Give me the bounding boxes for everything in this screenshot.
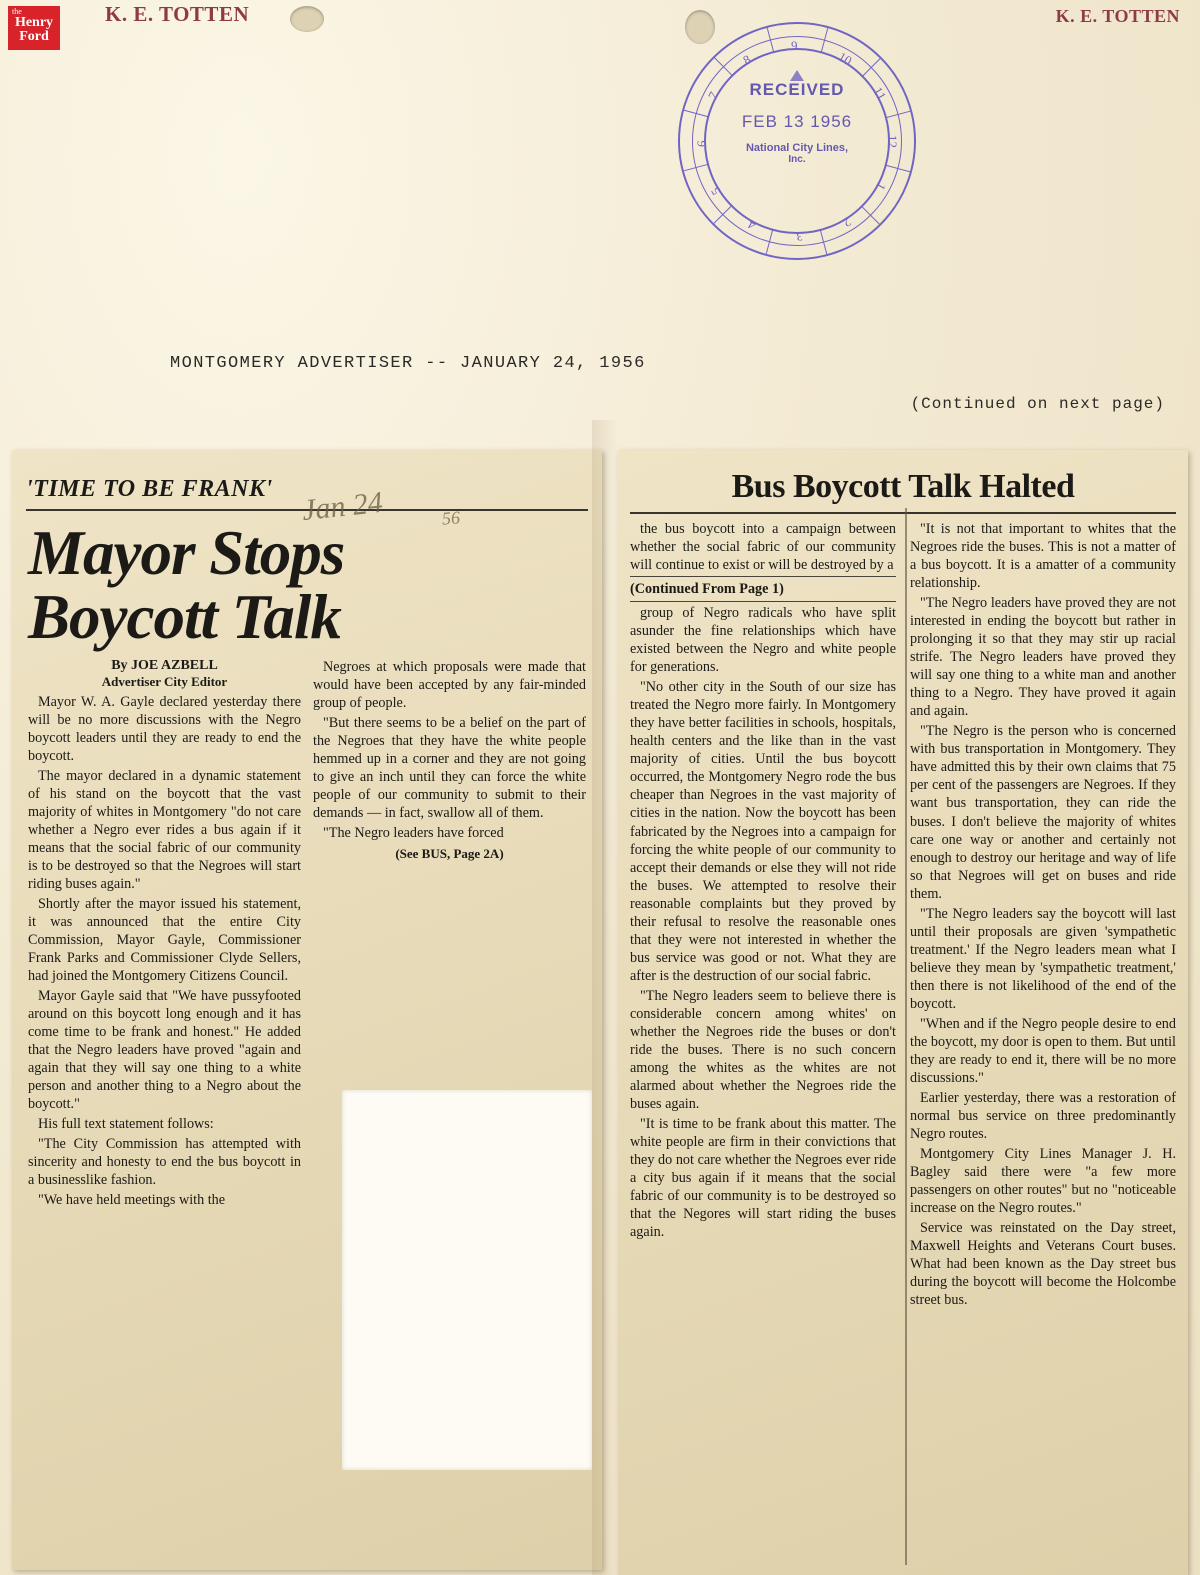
- stamp-dial-number: 11: [870, 84, 890, 103]
- paragraph: Shortly after the mayor issued his statement, it was announced that the entire City Commission, Mayor Gayle, Commissioner Frank Parks and Commissioner Clyde Sellers, had joined the Montgomery Citizens Council.: [28, 895, 301, 984]
- stamp-date: FEB 13 1956: [741, 112, 853, 131]
- paragraph: Mayor W. A. Gayle declared yesterday there will be no more discussions with the Negro boycott leaders until they are ready to end the boycott.: [28, 693, 301, 764]
- stamp-dial-number: 4: [745, 216, 759, 234]
- paragraph: "It is time to be frank about this matter. The white people are firm in their convictions that they do not care whether the Negroes ever ride a city bus again if it means that the social fabric of our community is to be destroyed so that the Negores will start riding the buses again.: [630, 1116, 896, 1241]
- stamp-dial-number: 9: [791, 38, 798, 53]
- paragraph: "We have held meetings with the: [38, 1192, 226, 1209]
- paragraph: Mayor Gayle said that "We have pussyfooted around on this boycott long enough and it has come time to be frank and honest." He added that the Negro leaders have proved "again and again that they will say one thing to a white person and another thing to a Negro about the boycott.": [28, 988, 301, 1113]
- paragraph: "The Negro leaders seem to believe there is considerable concern among whites' on whether the Negroes ride the buses or don't ride the buses. There is no such concern among the whites as the whites are not alarmed about whether the Negroes ride the buses again.: [630, 987, 896, 1112]
- stamp-company: National City Lines,: [745, 142, 849, 154]
- paragraph: "But there seems to be a belief on the part of the Negroes that they have the white people hemmed up in a corner and they are not going to give an inch until they can force the white people of our community to submit to their demands — in fact, swallow all of them.: [313, 714, 586, 821]
- paragraph: Service was reinstated on the Day street, Maxwell Heights and Veterans Court buses. What had been known as the Day street bus during the boycott will become the Holcombe street bus.: [910, 1220, 1176, 1309]
- typed-name-right: K. E. TOTTEN: [1055, 6, 1180, 26]
- logo-line-ford: Ford: [19, 29, 49, 44]
- stamp-dial-number: 1: [872, 179, 890, 193]
- logo-line-henry: Henry: [14, 15, 54, 30]
- stamp-dial-number: 12: [885, 135, 900, 148]
- paragraph: "When and if the Negro people desire to end the boycott, my door is open to them. But until they are ready to end it, there will be no more discussions.": [910, 1015, 1176, 1086]
- stamp-dial-number: 7: [704, 89, 722, 103]
- paragraph: His full text statement follows:: [38, 1116, 214, 1133]
- left-headline-line2: Boycott Talk: [28, 582, 341, 653]
- right-headline: Bus Boycott Talk Halted: [630, 468, 1176, 514]
- paragraph: "The Negro leaders have forced: [323, 824, 504, 841]
- paragraph: Montgomery City Lines Manager J. H. Bagley said there were "a few more passengers on other routes" but no "noticeable increase on the Negro routes.": [910, 1146, 1176, 1217]
- handwritten-year: 56: [441, 507, 461, 529]
- stamp-text: [678, 80, 916, 165]
- paragraph: "The Negro is the person who is concerned with bus transportation in Montgomery. They have admitted this by their own claims that 75 per cent of the passengers are Negroes. If they want bus transportation, they can ride the buses. I don't believe the majority of whites care one way or another and certainly not enough to destroy our heritage and way of life so that Negroes will get on buses and ride them.: [910, 723, 1176, 902]
- paragraph: "It is not that important to whites that the Negroes ride the buses. This is not a matter of a bus boycott. It is a amatter of a community relationship.: [910, 521, 1176, 592]
- stamp-dial-number: 6: [694, 140, 709, 147]
- logo-line-the: the: [12, 7, 22, 16]
- right-columns: [630, 520, 1176, 1311]
- byline: By JOE AZBELL: [111, 657, 218, 673]
- stamp-dial-number: 5: [707, 184, 724, 198]
- jump-line: (See BUS, Page 2A): [395, 845, 504, 861]
- continued-from-label: (Continued From Page 1): [630, 576, 896, 602]
- left-headline-line1: Mayor Stops: [28, 518, 345, 588]
- left-column-2-body: [313, 658, 586, 842]
- byline-title: Advertiser City Editor: [101, 673, 228, 689]
- handwritten-date: Jan 24: [300, 485, 385, 528]
- paragraph: "The City Commission has attempted with sincerity and honesty to end the bus boycott in a businesslike fashion.: [28, 1136, 301, 1189]
- punch-hole: [290, 6, 324, 32]
- column-rule: [905, 508, 907, 1565]
- paragraph: "The Negro leaders have proved they are not interested in ending the boycott but rather in prolonging it so that they may stir up racial strife. The Negro leaders have proved they will say one thing to a white man and another thing to a Negro. They have proved it again and again.: [910, 595, 1176, 720]
- paragraph: Negroes at which proposals were made that would have been accepted by any fair-minded group of people.: [313, 658, 586, 711]
- stamp-dial-number: 10: [835, 48, 855, 69]
- paragraph: "The Negro leaders say the boycott will last until their proposals are given 'sympathetic treatment.' If the Negro leaders mean what I believe they mean by 'sympathetic treatment,' then there is not likelihood of the end of the boycott.: [910, 905, 1176, 1012]
- right-column-2: [910, 520, 1176, 1311]
- paper-gap: [342, 1090, 592, 1470]
- clipping-right: [618, 450, 1188, 1575]
- right-column-1-body: [630, 520, 896, 1241]
- paragraph: Earlier yesterday, there was a restoration of normal bus service on three predominantly Negro routes.: [910, 1089, 1176, 1143]
- left-column-1-body: [28, 693, 301, 1210]
- paragraph: group of Negro radicals who have split asunder the fine relationships which have existed between the Negro and white people for generations.: [630, 605, 896, 676]
- right-column-1: [630, 520, 896, 1311]
- stamp-inc: Inc.: [788, 154, 806, 165]
- typed-name-left: K. E. TOTTEN: [105, 2, 250, 26]
- henry-ford-logo: [8, 6, 60, 50]
- paper-fold: [592, 420, 618, 1575]
- paragraph: "No other city in the South of our size has treated the Negro more fairly. In Montgomery they have better facilities in schools, hospitals, health centers and the like than in the vast majority of cities. Until the bus boycott occurred, the Montgomery Negro rode the bus cheaper than Negroes in the vast majority of cities in the nation. Now the boycott has been fabricated by the Negroes into a campaign for forcing the white people of our community to accept their demands or else they will not ride the buses. We attempted to resolve their reasonable complaints but they proved by their refusal to resolve the reasonable ones that they were not interested in whether the bus service was good or not. What they are after is the destruction of our social fabric.: [630, 679, 896, 984]
- stamp-received-label: RECEIVED: [749, 80, 845, 99]
- clipping-left: [12, 450, 602, 1570]
- left-column-1: [28, 658, 301, 1212]
- left-kicker: 'TIME TO BE FRANK': [26, 476, 588, 511]
- clippings-area: [0, 420, 1200, 1575]
- right-column-2-body: [910, 520, 1176, 1309]
- stamp-dial-number: 3: [796, 229, 803, 244]
- source-line: MONTGOMERY ADVERTISER -- JANUARY 24, 1956: [170, 354, 646, 373]
- received-stamp: [678, 22, 916, 260]
- stamp-dial-number: 8: [740, 51, 754, 68]
- continued-note: (Continued on next page): [910, 395, 1165, 413]
- stamp-dial-number: 2: [840, 214, 854, 231]
- paragraph: the bus boycott into a campaign between whether the social fabric of our community will continue to exist or will be destroyed by a: [630, 521, 896, 574]
- paragraph: The mayor declared in a dynamic statement of his stand on the boycott that the vast majority of whites in Montgomery "do not care whether a Negro ever rides a bus again if it means that the social fabric of our community is to be destroyed so that the Negroes will start riding buses again.": [28, 767, 301, 892]
